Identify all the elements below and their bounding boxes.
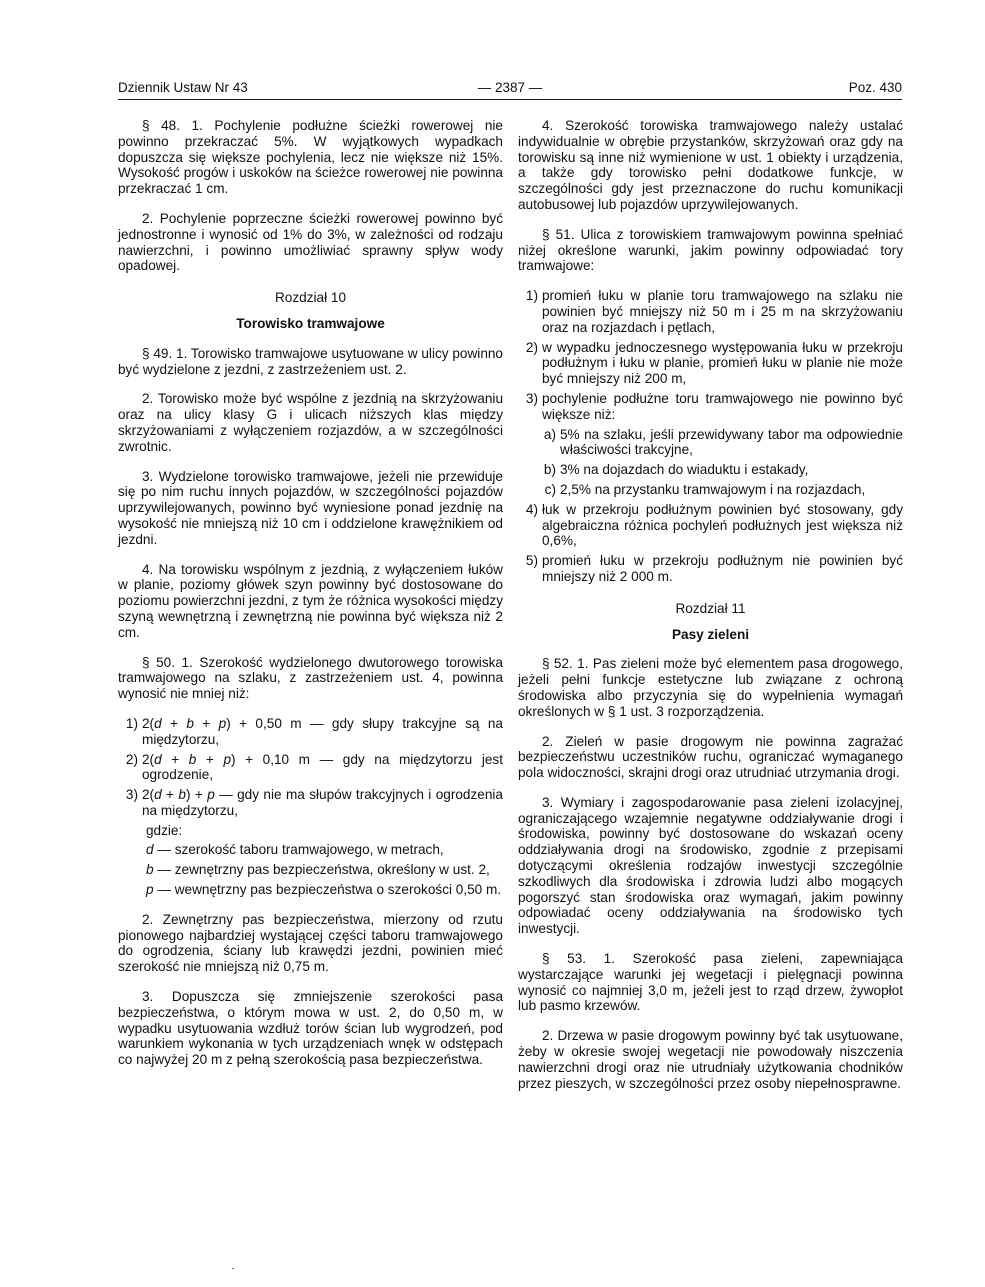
definition-item: p — wewnętrzny pas bezpieczeństwa o szerokości 0,50 m. (146, 882, 502, 898)
paragraph-52-3: 3. Wymiary i zagospodarowanie pasa zieleni izolacyjnej, ograniczającego wzajemnie negatywne oddziaływanie drogi i środowiska, powinny być dostosowane do wskazań oceny oddziaływania drogi na środowisko, zgodnie z przepisami dotyczącymi określenia rodzajów inwestycji szczególnie szkodliwych dla środowiska i zdrowia ludzi albo mogących pogorszyć stan środowiska oraz wymagań, jakim powinny odpowiadać oceny oddziaływania na środowisko tych inwestycji. (518, 794, 903, 937)
paragraph-52-2: 2. Zieleń w pasie drogowym nie powinna zagrażać bezpieczeństwu uczestników ruchu, ograniczać wymaganego pola widoczności, skrajni drogi oraz utrudniać utrzymania drogi. (518, 733, 903, 781)
chapter-10-heading: Rozdział 10 (274, 290, 347, 306)
right-column (518, 118, 903, 1105)
paragraph-53-2: 2. Drzewa w pasie drogowym powinny być tak usytuowane, żeby w okresie swojej wegetacji nie powodowały niszczenia nawierzchni drogi oraz nie utrudniały użytkowania chodników przez pieszych, w szczególności przez osoby niepełnosprawne. (518, 1028, 903, 1091)
list-item: 1) 2(d + b + p) + 0,50 m — gdy słupy trakcyjne są na międzytorzu, (125, 715, 503, 747)
list-item: 4) łuk w przekroju podłużnym powinien być stosowany, gdy algebraiczna różnica pochyleń podłużnych jest większa niż 0,6%, (525, 501, 903, 549)
paragraph-48-1: § 48. 1. Pochylenie podłużne ścieżki rowerowej nie powinno przekraczać 5%. W wyjątkowych wypadkach dopuszcza się większe pochylenia, lecz nie większe niż 15%. Wysokość progów i uskoków na ścieżce rowerowej nie powinna przekraczać 1 cm. (118, 118, 503, 197)
left-column (118, 118, 503, 1082)
sub-list-item: b) 3% na dojazdach do wiaduktu i estakady, (543, 462, 809, 478)
sub-list-item: a) 5% na szlaku, jeśli przewidywany tabor ma odpowiednie właściwości trakcyjne, (543, 426, 903, 458)
page-header (118, 80, 902, 100)
where-label: gdzie: (146, 822, 183, 838)
list-item: 2) w wypadku jednoczesnego występowania łuku w przekroju podłużnym i łuku w planie, promień łuku w planie nie może być mniejszy niż 200 m, (525, 339, 903, 387)
paragraph-49-3: 3. Wydzielone torowisko tramwajowe, jeżeli nie przewiduje się po nim ruchu innych pojazdów, w szczególności pojazdów uprzywilejowanych, powinno być wyniesione ponad jezdnię na wysokość nie mniejszą niż 10 cm i oddzielone krawężnikiem od jezdni. (118, 468, 503, 547)
paragraph-49-4: 4. Na torowisku wspólnym z jezdnią, z wyłączeniem łuków w planie, poziomy główek szyn powinny być dostosowane do poziomu powierzchni jezdni, z tym że różnica wysokości między szyną wewnętrzną i zewnętrzną nie powinna być większa niż 2 cm. (118, 561, 503, 640)
scan-mark (232, 1268, 234, 1269)
list-item: 1) promień łuku w planie toru tramwajowego na szlaku nie powinien być mniejszy niż 50 m i 25 m na skrzyżowaniu oraz na rozjazdach i pętlach, (525, 288, 903, 335)
list-item: 3) pochylenie podłużne toru tramwajowego nie powinno być większe niż: (525, 390, 903, 422)
paragraph-50-4: 4. Szerokość torowiska tramwajowego należy ustalać indywidualnie w obrębie przystanków, skrzyżowań oraz gdy na torowisku są inne niż wymienione w ust. 1 obiekty i urządzenia, a także gdy torowisko pełni dodatkowe funkcje, w szczególności gdy jest przeznaczone do ruchu komunikacji autobusowej lub pojazdów uprzywilejowanych. (518, 118, 903, 212)
sub-list-item: c) 2,5% na przystanku tramwajowym i na rozjazdach, (544, 481, 866, 497)
list-item: 2) 2(d + b + p) + 0,10 m — gdy na międzytorzu jest ogrodzenie, (125, 751, 503, 783)
paragraph-50-1: § 50. 1. Szerokość wydzielonego dwutorowego torowiska tramwajowego na szlaku, z zastrzeżeniem ust. 4, powinna wynosić nie mniej niż: (118, 654, 503, 702)
paragraph-50-2: 2. Zewnętrzny pas bezpieczeństwa, mierzony od rzutu pionowego najbardziej wystającej części taboru tramwajowego do ogrodzenia, ściany lub krawędzi jezdni, powinien mieć szerokość nie mniejszą niż 0,75 m. (118, 911, 503, 975)
list-item: 3) 2(d + b) + p — gdy nie ma słupów trakcyjnych i ogrodzenia na międzytorzu, (125, 787, 503, 818)
paragraph-48-2: 2. Pochylenie poprzeczne ścieżki rowerowej powinno być jednostronne i wynosić od 1% do 3%, w zależności od rodzaju nawierzchni, i powinno umożliwiać sprawny spływ wody opadowej. (118, 210, 503, 274)
paragraph-50-3: 3. Dopuszcza się zmniejszenie szerokości pasa bezpieczeństwa, o którym mowa w ust. 2, do 0,50 m, w wypadku usytuowania wzdłuż torów ścian lub wygrodzeń, pod warunkiem wykonania w tych urządzeniach wnęk w odstępach co najwyżej 20 m z pełną szerokością pasa bezpieczeństwa. (118, 989, 503, 1068)
paragraph-53-1: § 53. 1. Szerokość pasa zieleni, zapewniająca wystarczające warunki jej wegetacji i pielęgnacji powinna wynosić co najmniej 3,0 m, jeżeli jest to rząd drzew, żywopłot lub pasmo krzewów. (518, 951, 903, 1014)
journal-title: Dziennik Ustaw Nr 43 (118, 80, 248, 95)
header-rule (118, 99, 902, 100)
chapter-11-title: Pasy zieleni (671, 626, 750, 642)
paragraph-52-1: § 52. 1. Pas zieleni może być elementem pasa drogowego, jeżeli pełni funkcje estetyczne lub związane z ochroną środowiska albo przyczynia się do wypełnienia wymagań określonych w § 1 ust. 3 rozporządzenia. (518, 656, 903, 719)
paragraph-49-1: § 49. 1. Torowisko tramwajowe usytuowane w ulicy powinno być wydzielone z jezdni, z zastrzeżeniem ust. 2. (118, 345, 503, 377)
list-item: 5) promień łuku w przekroju podłużnym nie powinien być mniejszy niż 2 000 m. (525, 553, 903, 584)
definition-item: b — zewnętrzny pas bezpieczeństwa, określony w ust. 2, (146, 862, 490, 878)
page-number: — 2387 — (477, 80, 543, 95)
paragraph-49-2: 2. Torowisko może być wspólne z jezdnią na skrzyżowaniu oraz na ulicy klasy G i ulicach niższych klas między skrzyżowaniami z wyłączeniem rozjazdów, a w szczególności zwrotnic. (118, 391, 503, 454)
chapter-11-heading: Rozdział 11 (675, 600, 746, 616)
paragraph-51: § 51. Ulica z torowiskiem tramwajowym powinna spełniać niżej określone warunki, jakim powinny odpowiadać tory tramwajowe: (518, 226, 903, 274)
chapter-10-title: Torowisko tramwajowe (236, 315, 385, 331)
definition-item: d — szerokość taboru tramwajowego, w metrach, (146, 842, 444, 858)
position-number: Poz. 430 (848, 80, 902, 95)
